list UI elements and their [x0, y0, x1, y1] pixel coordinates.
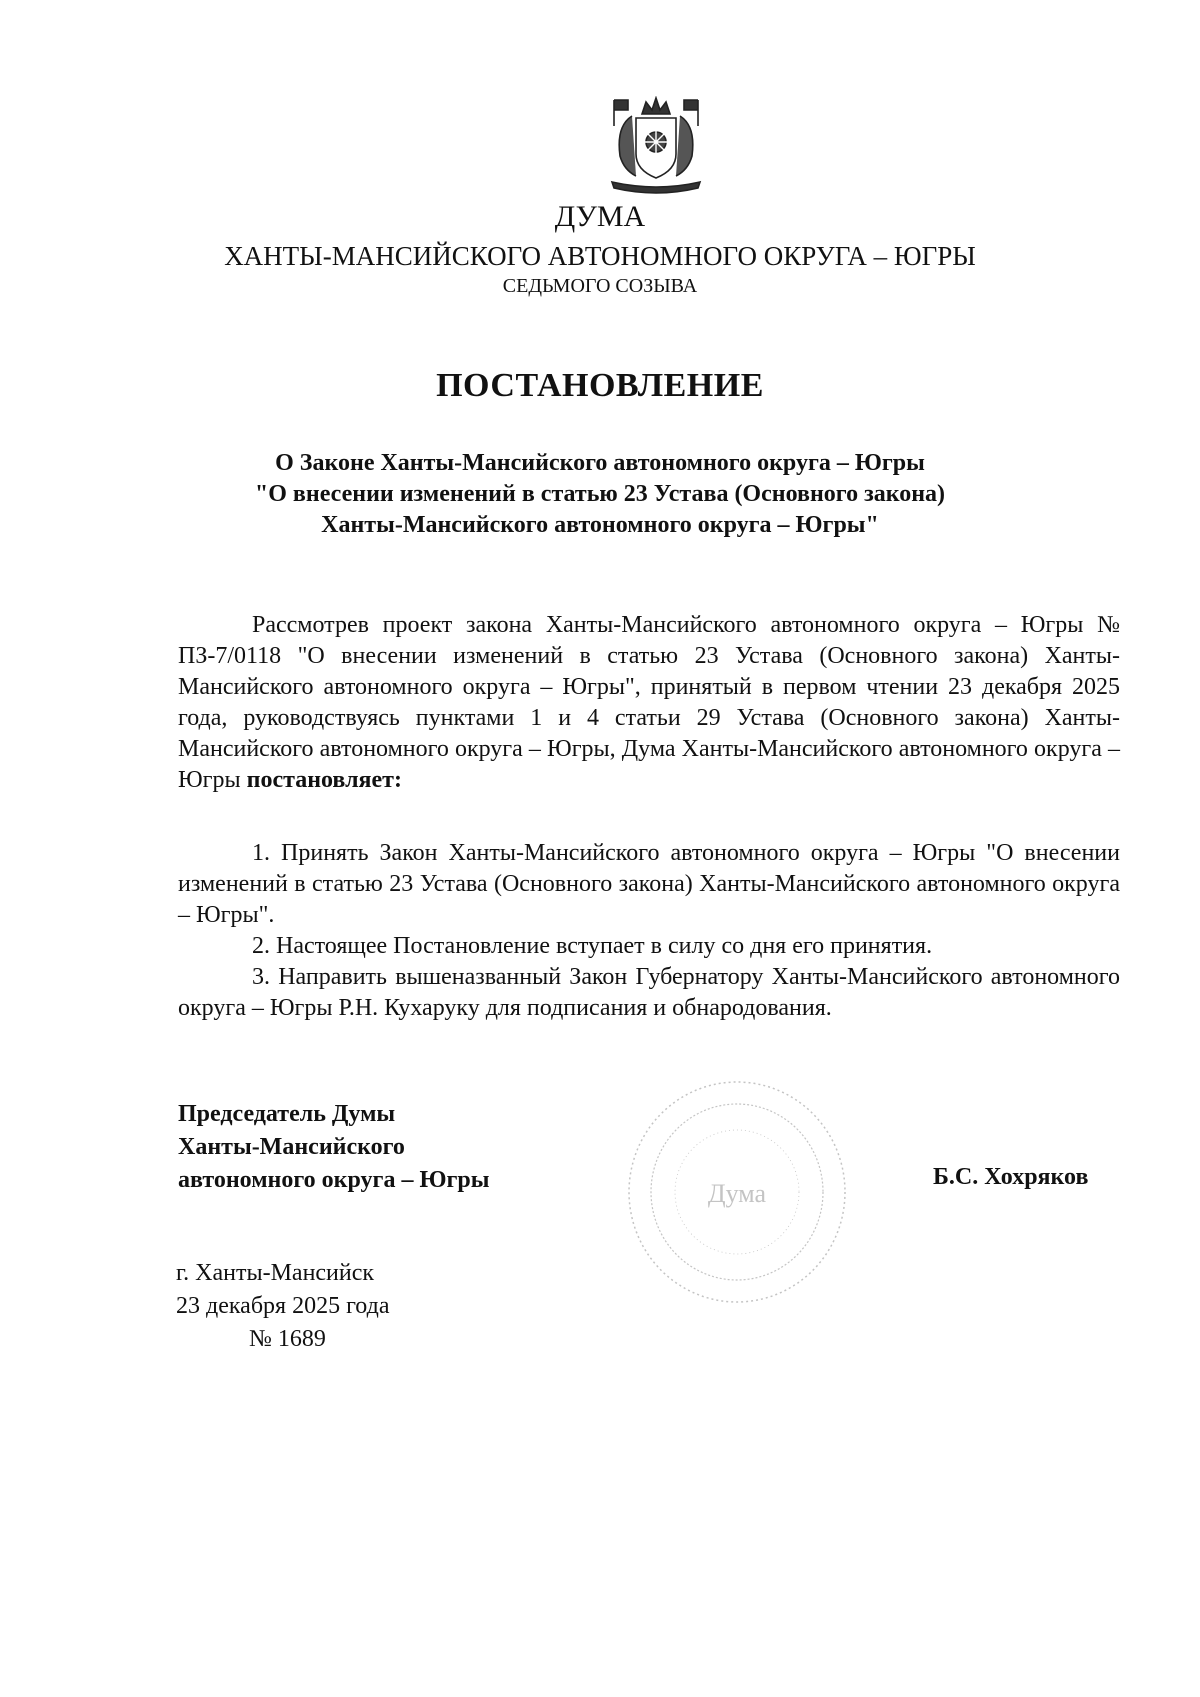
- signatory-title-line: автономного округа – Югры: [178, 1167, 490, 1193]
- preamble-block: [178, 610, 1120, 796]
- resolution-item: 1. Принять Закон Ханты-Мансийского автономного округа – Югры "О внесении изменений в статью 23 Устава (Основного закона) Ханты-Мансийского автономного округа – Югры".: [178, 840, 1120, 928]
- coat-of-arms-emblem-icon: [602, 96, 710, 196]
- signatory-title-line: Председатель Думы: [178, 1101, 396, 1127]
- issue-details: [176, 1257, 389, 1356]
- issue-city: г. Ханты-Мансийск: [176, 1260, 375, 1286]
- official-seal: [625, 1078, 849, 1306]
- document-title: ПОСТАНОВЛЕНИЕ: [436, 367, 764, 404]
- resolution-item: 3. Направить вышеназванный Закон Губернатору Ханты-Мансийского автономного округа – Югры Р.Н. Кухаруку для подписания и обнародования.: [178, 964, 1120, 1021]
- signatory-name: Б.С. Хохряков: [933, 1164, 1089, 1190]
- preamble-text: Рассмотрев проект закона Ханты-Мансийского автономного округа – Югры № ПЗ-7/0118 "О внесении изменений в статью 23 Устава (Основного закона) Ханты-Мансийского автономного округа – Югры", принятый в первом чтении 23 декабря 2025 года, руководствуясь пунктами 1 и 4 статьи 29 Устава (Основного закона) Ханты-Мансийского автономного округа – Югры, Дума Ханты-Мансийского автономного округа – Югры: [178, 612, 1120, 793]
- decision-word: постановляет:: [246, 767, 402, 793]
- subject-line: "О внесении изменений в статью 23 Устава (Основного закона): [254, 481, 946, 507]
- convocation-label: СЕДЬМОГО СОЗЫВА: [502, 275, 698, 297]
- preamble-paragraph: [178, 610, 1120, 796]
- seal-text: Дума: [707, 1179, 767, 1208]
- document-number: № 1689: [249, 1326, 326, 1352]
- signatory-title: [178, 1098, 489, 1197]
- subject-line: Ханты-Мансийского автономного округа – Югры": [321, 512, 879, 538]
- document-subject: [0, 448, 1200, 541]
- resolution-items: [178, 838, 1120, 1024]
- issuing-body-name: ДУМА: [554, 200, 646, 233]
- resolution-item: 2. Настоящее Постановление вступает в силу со дня его принятия.: [252, 933, 933, 959]
- issuing-body-region: ХАНТЫ-МАНСИЙСКОГО АВТОНОМНОГО ОКРУГА – ЮГРЫ: [224, 241, 976, 271]
- subject-line: О Законе Ханты-Мансийского автономного округа – Югры: [275, 450, 925, 476]
- issue-date: 23 декабря 2025 года: [176, 1293, 390, 1319]
- signatory-title-line: Ханты-Мансийского: [178, 1134, 405, 1160]
